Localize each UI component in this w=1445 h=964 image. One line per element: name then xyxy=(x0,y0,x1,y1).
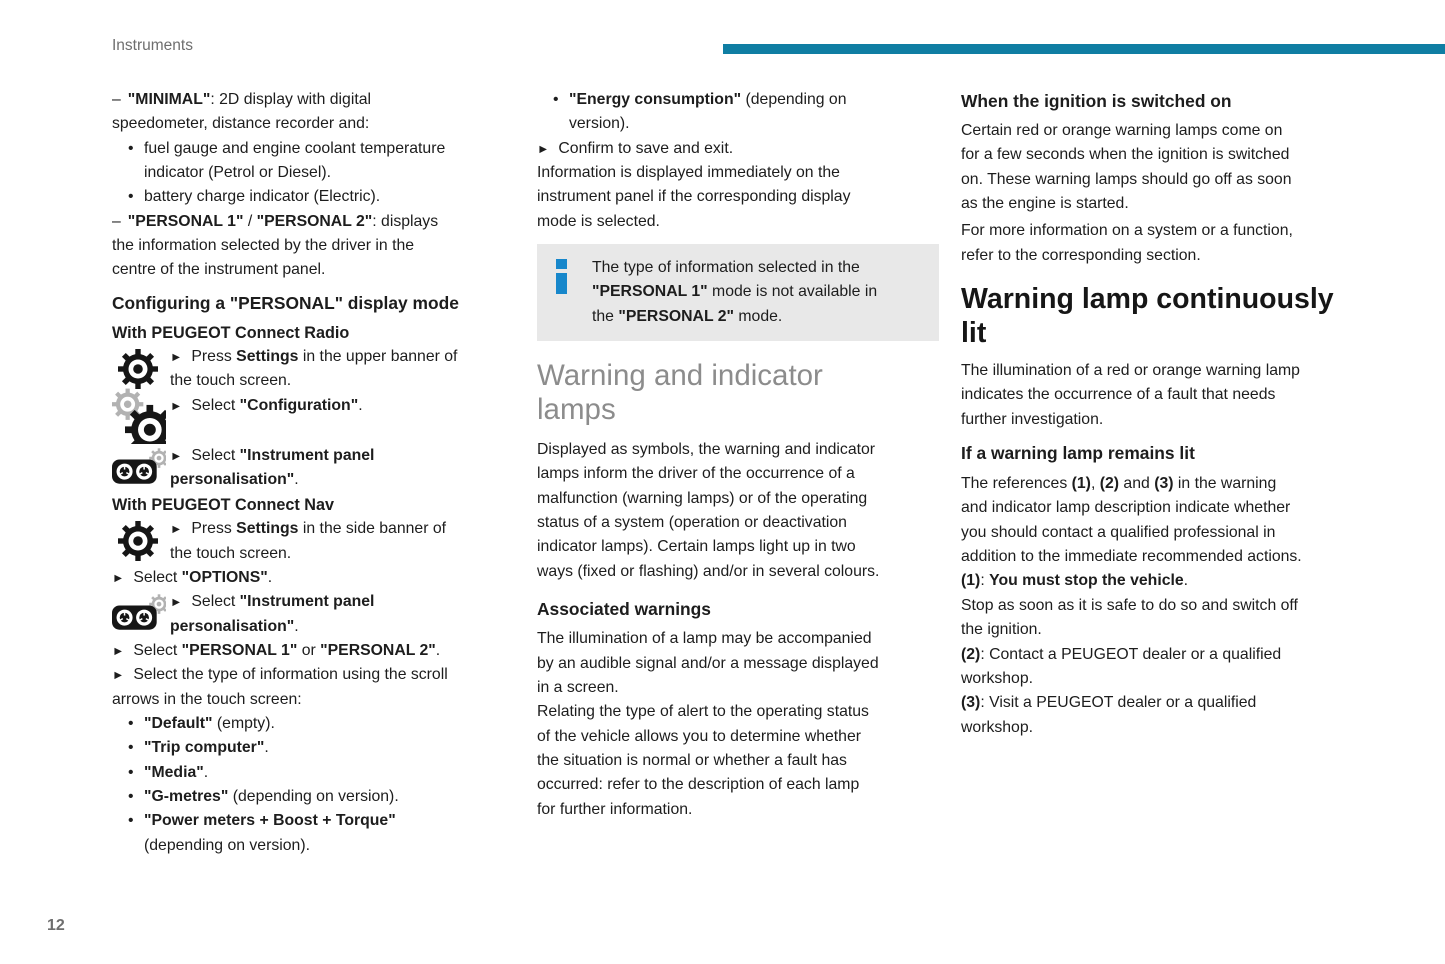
arrow-glyph: ► xyxy=(112,570,125,585)
arrow-glyph: ► xyxy=(170,398,183,413)
arrow-glyph: ► xyxy=(170,449,183,464)
bullet-glyph: • xyxy=(128,188,134,206)
ignition-paragraph: Certain red or orange warning lamps come on for a few seconds when the ignition is switched on. These warning lamps should go off as soon as the engine is started. xyxy=(961,122,1292,213)
heading-ignition-switched-on: When the ignition is switched on xyxy=(961,91,1232,111)
step-text: ► Select "Instrument panel personalisation". xyxy=(170,447,375,489)
lamps-description-paragraph: Displayed as symbols, the warning and indicator lamps inform the driver of the occurrence of a malfunction (warning lamps) or of the operating status of a system (operation or deactivation indicator lamps). Certain lamps light up in two ways (fixed or flashing) and/or in several colours. xyxy=(537,441,880,580)
personal-mode-paragraph: – "PERSONAL 1" / "PERSONAL 2": displays the information selected by the driver in the centre of the instrument panel. xyxy=(112,212,439,279)
section-heading-warning-indicator-lamps: Warning and indicator lamps xyxy=(537,359,823,426)
reference-2-paragraph: (2): Contact a PEUGEOT dealer or a qualified workshop. xyxy=(961,645,1282,687)
step-text: ► Press Settings in the side banner of the touch screen. xyxy=(170,520,447,562)
arrow-glyph: ► xyxy=(537,141,550,156)
note-text: The type of information selected in the "PERSONAL 1" mode is not available in the "PERSONAL 2" mode. xyxy=(553,256,923,329)
step-select-instrument-panel xyxy=(112,444,504,493)
heading-configuring-personal: Configuring a "PERSONAL" display mode xyxy=(112,292,459,313)
step-select-configuration xyxy=(112,394,504,418)
stop-vehicle-paragraph: Stop as soon as it is safe to do so and switch off the ignition. xyxy=(961,596,1298,639)
info-type-options-continued xyxy=(537,88,939,137)
arrow-glyph: ► xyxy=(170,350,183,365)
arrow-glyph: ► xyxy=(112,643,125,658)
list-item: • "Power meters + Boost + Torque" (depending on version). xyxy=(112,809,504,858)
step-text: ► Select "Instrument panel personalisation". xyxy=(170,593,375,635)
heading-connect-nav: With PEUGEOT Connect Nav xyxy=(112,495,335,514)
settings-gear-icon xyxy=(118,521,158,561)
page-header-title: Instruments xyxy=(112,37,193,54)
heading-warning-lamp-remains-lit: If a warning lamp remains lit xyxy=(961,443,1195,464)
bullet-glyph: • xyxy=(128,787,134,805)
illumination-paragraph: The illumination of a lamp may be accompanied by an audible signal and/or a message displayed in a screen. xyxy=(537,630,879,696)
list-item: • "Energy consumption" (depending on version). xyxy=(537,88,939,137)
step-press-settings-side xyxy=(112,517,504,566)
bullet-glyph: • xyxy=(128,763,134,781)
arrow-glyph: ► xyxy=(170,522,183,537)
step-select-instrument-panel-2 xyxy=(112,590,504,639)
section-heading-warning-lamp-lit: Warning lamp continuously lit xyxy=(961,283,1334,350)
bullet-glyph: • xyxy=(553,91,559,108)
bullet-glyph: • xyxy=(128,739,134,757)
instrument-panel-icon xyxy=(112,446,166,486)
step-select-options: ► Select "OPTIONS". xyxy=(112,568,273,586)
step-select-info-type: ► Select the type of information using the scroll arrows in the touch screen: xyxy=(112,666,448,708)
info-icon xyxy=(556,259,567,309)
step-press-settings-upper xyxy=(112,345,504,394)
dash-glyph: – xyxy=(112,91,121,108)
step-confirm: ► Confirm to save and exit. xyxy=(537,139,734,157)
more-info-paragraph: For more information on a system or a function, refer to the corresponding section. xyxy=(961,222,1293,264)
list-item: • "G-metres" (depending on version). xyxy=(112,785,504,809)
list-item: • battery charge indicator (Electric). xyxy=(112,185,504,209)
info-note-box xyxy=(537,244,939,341)
reference-1-paragraph: (1): You must stop the vehicle. xyxy=(961,572,1189,590)
column-right xyxy=(961,88,1371,740)
arrow-glyph: ► xyxy=(112,668,125,683)
step-select-personal: ► Select "PERSONAL 1" or "PERSONAL 2". xyxy=(112,641,441,659)
relating-alert-paragraph: Relating the type of alert to the operating status of the vehicle allows you to determine whether the situation is normal or whether a fault has occurred: refer to the description of each lamp for further information. xyxy=(537,703,869,818)
list-item: • "Default" (empty). xyxy=(112,712,504,736)
heading-connect-radio: With PEUGEOT Connect Radio xyxy=(112,323,350,342)
fault-paragraph: The illumination of a red or orange warning lamp indicates the occurrence of a fault that needs further investigation. xyxy=(961,362,1300,428)
references-paragraph: The references (1), (2) and (3) in the warning and indicator lamp description indicate whether you should contact a qualified professional in addition to the immediate recommended actions. xyxy=(961,475,1302,566)
instrument-panel-icon xyxy=(112,592,166,632)
step-text: ► Select "Configuration". xyxy=(170,396,363,414)
configuration-gears-icon xyxy=(112,388,166,444)
minimal-mode-paragraph: – "MINIMAL": 2D display with digital speedometer, distance recorder and: xyxy=(112,91,372,133)
list-item: • "Media". xyxy=(112,761,504,785)
display-info-paragraph: Information is displayed immediately on the instrument panel if the corresponding display mode is selected. xyxy=(537,164,851,230)
dash-glyph: – xyxy=(112,212,121,230)
column-left xyxy=(112,88,504,858)
reference-3-paragraph: (3): Visit a PEUGEOT dealer or a qualified workshop. xyxy=(961,694,1257,736)
page-number: 12 xyxy=(47,917,65,934)
list-item: • fuel gauge and engine coolant temperature indicator (Petrol or Diesel). xyxy=(112,137,504,186)
heading-associated-warnings: Associated warnings xyxy=(537,599,711,620)
minimal-mode-list xyxy=(112,137,504,210)
arrow-glyph: ► xyxy=(170,595,183,610)
bullet-glyph: • xyxy=(128,812,134,830)
info-type-options-list xyxy=(112,712,504,858)
column-middle xyxy=(537,88,939,822)
list-item: • "Trip computer". xyxy=(112,736,504,760)
step-text: ► Press Settings in the upper banner of the touch screen. xyxy=(170,348,458,390)
header-accent-bar xyxy=(723,44,1445,54)
settings-gear-icon xyxy=(118,349,158,389)
bullet-glyph: • xyxy=(128,139,134,157)
bullet-glyph: • xyxy=(128,714,134,732)
